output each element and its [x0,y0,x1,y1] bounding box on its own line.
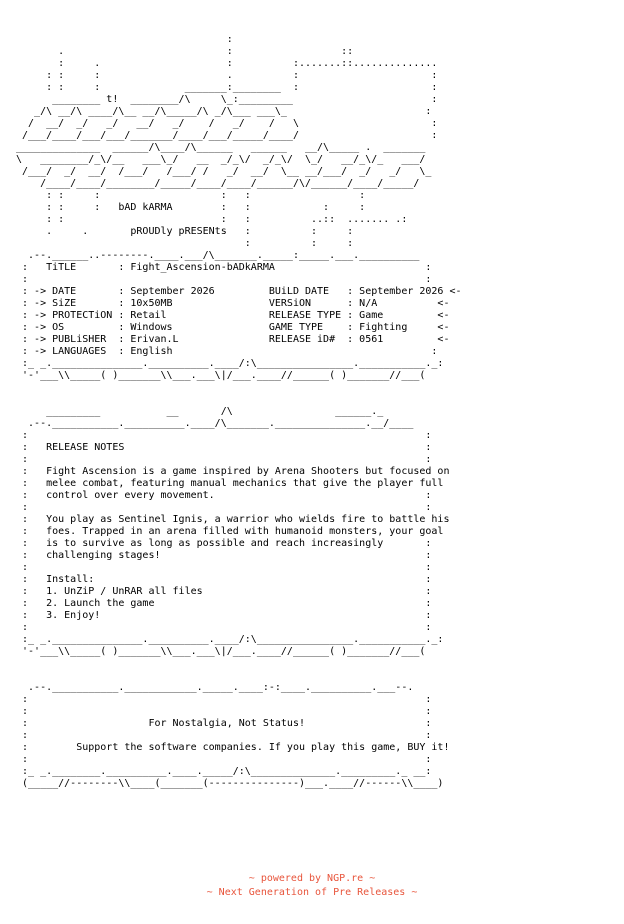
footer [0,872,624,900]
footer-powered-by: ~ powered by NGP.re ~ [248,873,376,884]
footer-tagline: ~ Next Generation of Pre Releases ~ [206,887,418,898]
nfo-ascii-art: : . : :: : . : :.......::.............. : : : . : : : : : _______:________ : : ________ t! ________/\ \_:_________ : _/\ __/\ ____/\__ __/\_____/\ _/\___ ___\_ : / __/ _/ _/ __/ _/ / _/ / \ : /___/____/___/___/_______/____/___/_____/____/ : ______________ ______/\____/\______ ______ __/\_____ . _______ \ ________/_\/__ ___\_/ __ _/_\/ _/_\/ \_/ __/_\/_ ___/ /___/ _/ __/ /___/ /___/ / _/ __/ \__ __/___/ _/ _/ \_ /____/____/________/_____/____/____/______/\/______/____/_____/ : : : : : : : : : bAD kARMA : : : : : : : : ..:: ....... .: . . pROUDly pRESENts : : : : : : .--.______..--------.____.___/\_______._____:_____.___.__________ : TiTLE : Fight_Ascension-bADkARMA : : : : -> DATE : September 2026 BUiLD DATE : September 2026 <- : -> SiZE : 10x50MB VERSiON : N/A <- : -> PROTECTiON : Retail RELEASE TYPE : Game <- : -> OS : Windows GAME TYPE : Fighting <- : -> PUBLiSHER : Erivan.L RELEASE iD# : 0561 <- : -> LANGUAGES : English : :_ _._______________.__________.____/:\________________.___________._: '-'___\\_____( )_______\\___.___\|/___.____//______( )_______//___( _________ __ /\ ______._ .--.___________.__________.____/\_______._______________.__/____ : : : RELEASE NOTES : : : : Fight Ascension is a game inspired by Arena Shooters but focused on : melee combat, featuring manual mechanics that give the player full : control over every movement. : : : : You play as Sentinel Ignis, a warrior who wields fire to battle his : foes. Trapped in an arena filled with humanoid monsters, your goal : is to survive as long as possible and reach increasingly : : challenging stages! : : : : Install: : : 1. UnZiP / UnRAR all files : : 2. Launch the game : : 3. Enjoy! : : : :_ _._______________.__________.____/:\________________.___________._: '-'___\\_____( )_______\\___.___\|/___.____//______( )_______//___( .--.___________.____________._____.____:-:____.__________.___--. : : : : : For Nostalgia, Not Status! : : : : Support the software companies. If you play this game, BUY it! : : :_ _.________.__________.____._____/:\______________._________._ __: (_____//--------\\____(_______(---------------)___.____//------\\____) [16,34,462,789]
